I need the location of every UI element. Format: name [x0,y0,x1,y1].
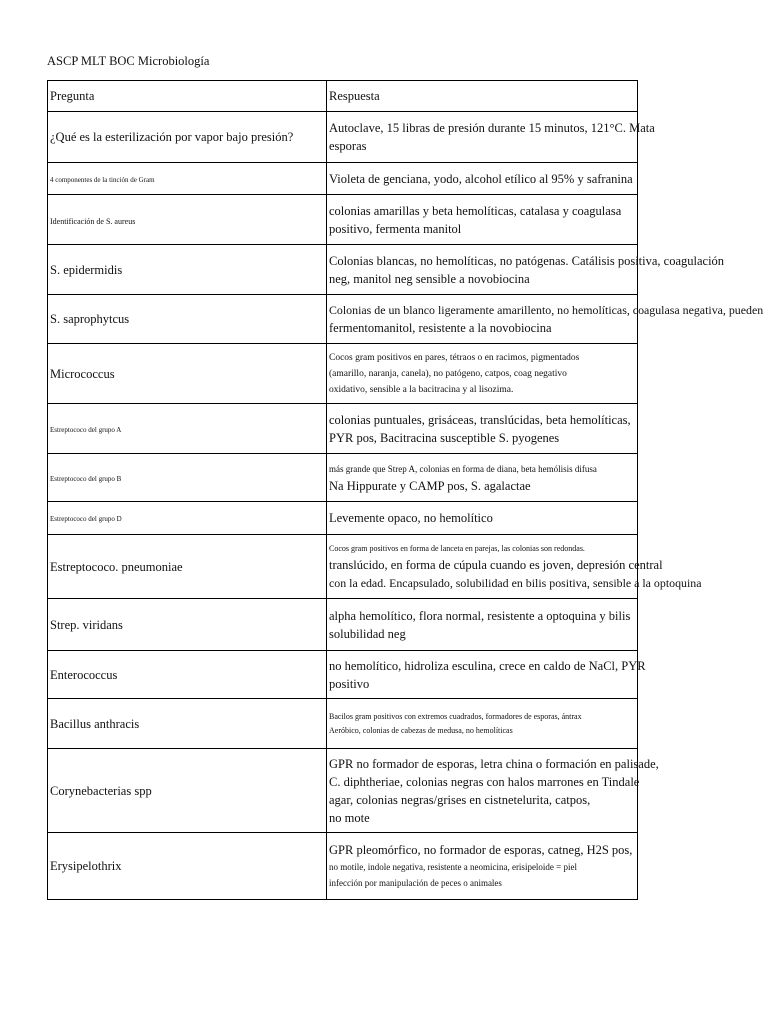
answer-cell [327,112,655,163]
answer-line: Autoclave, 15 libras de presión durante 15 minutos, 121°C. Mata [329,121,655,135]
answer-line: infección por manipulación de peces o animales [329,878,502,888]
answer-line: fermentomanitol, resistente a la novobiocina [329,321,552,335]
answer-line: agar, colonias negras/grises en cistnetelurita, catpos, [329,792,591,807]
answer-line: translúcido, en forma de cúpula cuando es joven, depresión central [329,557,663,572]
answer-cell [327,245,725,295]
answer-line: colonias puntuales, grisáceas, translúcidas, beta hemolíticas, [329,412,631,427]
table-header-row [48,81,638,112]
answer-cell [327,651,646,699]
table-row [48,454,638,502]
answer-line: Violeta de genciana, yodo, alcohol etílico al 95% y safranina [329,171,633,186]
answer-line: no mote [329,810,370,825]
table-row [48,295,638,344]
question-cell: Corynebacterias spp [48,749,327,833]
answer-line: Na Hippurate y CAMP pos, S. agalactae [329,478,531,493]
header-answer: Respuesta [327,81,638,112]
question-cell: Strep. viridans [48,599,327,651]
question-cell: ¿Qué es la esterilización por vapor bajo presión? [48,112,327,163]
answer-line: Levemente opaco, no hemolítico [329,511,493,525]
answer-cell [327,454,638,502]
question-cell: Estreptococo del grupo B [48,454,327,502]
answer-cell [327,404,638,454]
answer-cell [327,502,638,535]
table-row [48,749,638,833]
question-cell: Estreptococo del grupo D [48,502,327,535]
answer-line: alpha hemolítico, flora normal, resistente a optoquina y bilis [329,608,631,623]
question-cell: Erysipelothrix [48,833,327,900]
table-row [48,344,638,404]
answer-cell [327,195,638,245]
question-cell: Enterococcus [48,651,327,699]
answer-line: Cocos gram positivos en forma de lanceta en parejas, las colonias son redondas. [329,543,585,553]
answer-line: Colonias blancas, no hemolíticas, no patógenas. Catálisis positiva, coagulación [329,253,725,268]
question-cell: 4 componentes de la tinción de Gram [48,163,327,195]
table-row [48,163,638,195]
answer-cell [327,535,702,599]
answer-line: PYR pos, Bacitracina susceptible S. pyogenes [329,430,560,445]
table-row [48,699,638,749]
answer-cell [327,833,638,900]
question-cell: Bacillus anthracis [48,699,327,749]
answer-line: GPR pleomórfico, no formador de esporas, catneg, H2S pos, [329,843,633,857]
answer-line: no motile, indole negativa, resistente a neomicina, erisipeloide = piel [329,862,578,872]
answer-line: positivo [329,676,370,691]
answer-cell [327,699,638,749]
question-cell: Estreptococo del grupo A [48,404,327,454]
table-row [48,195,638,245]
answer-line: solubilidad neg [329,626,406,641]
table-row [48,245,638,295]
table-row [48,502,638,535]
table-row [48,535,638,599]
answer-line: positivo, fermenta manitol [329,221,462,236]
answer-line: colonias amarillas y beta hemolíticas, catalasa y coagulasa [329,203,622,218]
answer-line: con la edad. Encapsulado, solubilidad en bilis positiva, sensible a la optoquina [329,575,702,590]
answer-line: (amarillo, naranja, canela), no patógeno, catpos, coag negativo [329,368,567,379]
question-cell: S. epidermidis [48,245,327,295]
answer-line: esporas [329,139,367,153]
document-title: ASCP MLT BOC Microbiología [47,54,210,68]
answer-cell [327,599,638,651]
question-cell: Micrococcus [48,344,327,404]
answer-line: oxidativo, sensible a la bacitracina y al lisozima. [329,384,514,395]
answer-line: Bacilos gram positivos con extremos cuadrados, formadores de esporas, ántrax [329,711,582,721]
question-cell: S. saprophytcus [48,295,327,344]
answer-cell [327,295,764,344]
answer-line: GPR no formador de esporas, letra china o formación en palisade, [329,756,659,771]
header-question: Pregunta [48,81,327,112]
qa-table [47,80,764,900]
answer-line: más grande que Strep A, colonias en forma de diana, beta hemólisis difusa [329,463,597,474]
answer-line: C. diphtheriae, colonias negras con halos marrones en Tindale [329,774,640,789]
answer-cell [327,749,659,833]
answer-cell [327,344,638,404]
table-row [48,833,638,900]
table-row [48,112,638,163]
answer-line: Aeróbico, colonias de cabezas de medusa, no hemolíticas [329,725,513,735]
answer-line: Cocos gram positivos en pares, tétraos o en racimos, pigmentados [329,352,580,363]
table-row [48,651,638,699]
answer-cell [327,163,638,195]
answer-line: neg, manitol neg sensible a novobiocina [329,271,530,286]
table-row [48,404,638,454]
question-cell: Estreptococo. pneumoniae [48,535,327,599]
answer-line: Colonias de un blanco ligeramente amarillento, no hemolíticas, coagulasa negativa, pueden [329,303,764,317]
question-cell: Identificación de S. aureus [48,195,327,245]
table-row [48,599,638,651]
answer-line: no hemolítico, hidroliza esculina, crece en caldo de NaCl, PYR [329,658,646,673]
